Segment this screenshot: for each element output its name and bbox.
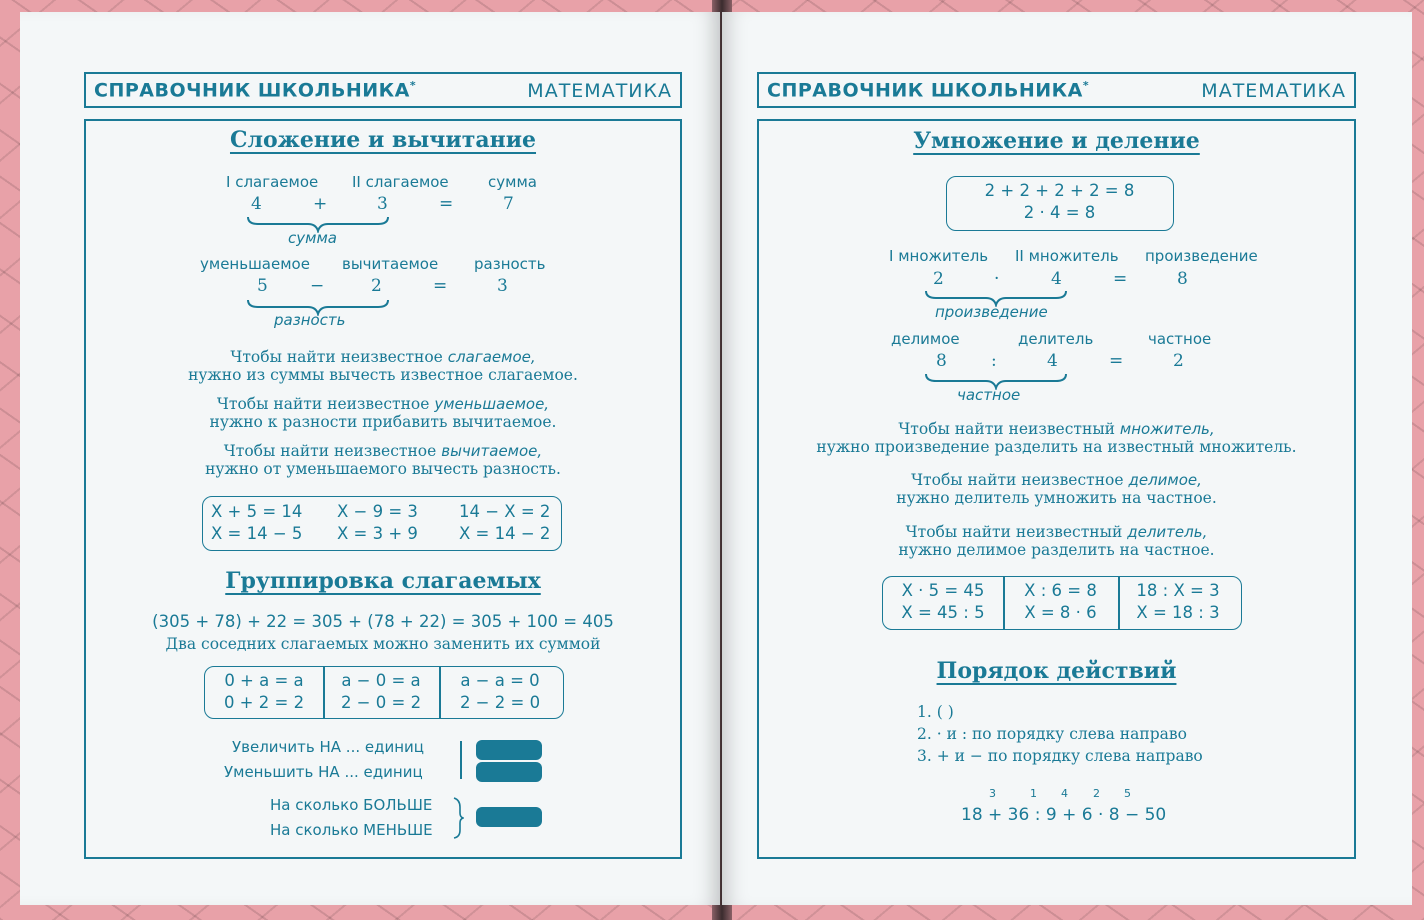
example-3: 14 − X = 2 X = 14 − 2 <box>459 502 551 543</box>
order-index-2: 1 <box>1030 787 1037 800</box>
order-steps <box>917 701 1203 767</box>
factor2-label: II множитель <box>1015 247 1119 265</box>
increase-answer-bar <box>476 740 542 760</box>
order-heading: Порядок действий <box>936 658 1177 684</box>
decrease-by-text: Уменьшить НА ... единиц <box>224 763 423 781</box>
right-header <box>757 72 1356 108</box>
how-much-less-text: На сколько МЕНЬШЕ <box>270 821 433 839</box>
quotient-brace-label: частное <box>957 386 1021 404</box>
mul-value-1: 2 <box>933 269 944 289</box>
mul-example-2: X : 6 = 8 X = 8 · 6 <box>1024 581 1097 622</box>
mul-result: 8 <box>1177 269 1188 289</box>
order-step-1: 1. ( ) <box>917 703 954 721</box>
divisor-label: делитель <box>1018 330 1094 348</box>
order-expression: 18 + 36 : 9 + 6 · 8 − 50 <box>961 805 1167 825</box>
order-index-1: 3 <box>989 787 996 800</box>
add-value-2: 3 <box>377 194 388 214</box>
quotient-label: частное <box>1148 330 1212 348</box>
mul-equals: = <box>1113 269 1128 289</box>
right-content-frame <box>757 119 1356 859</box>
sub-value-2: 2 <box>371 276 382 296</box>
mul-example-1: X · 5 = 45 X = 45 : 5 <box>901 581 985 622</box>
sub-equals: = <box>433 276 448 296</box>
subtrahend-label: вычитаемое <box>342 255 439 273</box>
add-equals: = <box>439 194 454 214</box>
example-2: X − 9 = 3 X = 3 + 9 <box>337 502 418 543</box>
increase-by-text: Увеличить НА ... единиц <box>232 738 424 756</box>
difference-answer-bar <box>476 807 542 827</box>
sum-label: сумма <box>488 173 537 191</box>
order-index-3: 4 <box>1061 787 1068 800</box>
example-1: X + 5 = 14 X = 14 − 5 <box>211 502 303 543</box>
div-value-1: 8 <box>936 351 947 371</box>
grouping-formula: (305 + 78) + 22 = 305 + (78 + 22) = 305 + 100 = 405 <box>152 612 614 631</box>
mul-div-heading: Умножение и деление <box>913 128 1200 154</box>
minuend-label: уменьшаемое <box>200 255 310 273</box>
grouping-cell-2: a − 0 = a 2 − 0 = 2 <box>340 671 422 712</box>
header-subject: МАТЕМАТИКА <box>527 80 672 102</box>
order-index-5: 5 <box>1124 787 1131 800</box>
sub-value-1: 5 <box>257 276 268 296</box>
rule-subtrahend: Чтобы найти неизвестное вычитаемое, нужно от уменьшаемого вычесть разность. <box>205 442 561 478</box>
multiplication-form: 2 · 4 = 8 <box>1023 203 1096 222</box>
difference-label: разность <box>474 255 546 273</box>
sum-brace-label: сумма <box>288 229 337 247</box>
sub-minus: − <box>310 276 325 296</box>
left-header <box>84 72 682 108</box>
left-content-frame <box>84 119 682 859</box>
div-equals: = <box>1109 351 1124 371</box>
order-index-4: 2 <box>1093 787 1100 800</box>
div-colon: : <box>991 351 997 371</box>
mul-sum-box <box>946 176 1174 231</box>
repeated-addition: 2 + 2 + 2 + 2 = 8 <box>984 181 1135 200</box>
compare-brace <box>452 797 464 839</box>
add-plus: + <box>313 194 328 214</box>
add-result: 7 <box>503 194 514 214</box>
add-sub-heading: Сложение и вычитание <box>229 127 537 153</box>
rule-minuend: Чтобы найти неизвестное уменьшаемое, нужно к разности прибавить вычитаемое. <box>209 395 557 431</box>
rule-factor: Чтобы найти неизвестный множитель, нужно произведение разделить на известный множитель. <box>816 420 1297 456</box>
product-label: произведение <box>1145 247 1258 265</box>
grouping-cell-1: 0 + a = a 0 + 2 = 2 <box>223 671 305 712</box>
add-value-1: 4 <box>251 194 262 214</box>
product-brace-label: произведение <box>935 303 1048 321</box>
addend2-label: II слагаемое <box>352 173 449 191</box>
header-title: СПРАВОЧНИК ШКОЛЬНИКА* <box>94 79 417 102</box>
mul-example-3: 18 : X = 3 X = 18 : 3 <box>1136 581 1220 622</box>
factor1-label: I множитель <box>889 247 989 265</box>
rule-divisor: Чтобы найти неизвестный делитель, нужно делимое разделить на частное. <box>898 523 1215 559</box>
rule-dividend: Чтобы найти неизвестное делимое, нужно делитель умножить на частное. <box>896 471 1217 507</box>
mul-div-examples <box>882 576 1242 630</box>
decrease-answer-bar <box>476 762 542 782</box>
order-step-2: 2. · и : по порядку слева направо <box>917 725 1187 743</box>
difference-brace-label: разность <box>274 311 346 329</box>
addend1-label: I слагаемое <box>226 173 319 191</box>
dividend-label: делимое <box>891 330 960 348</box>
order-step-3: 3. + и − по порядку слева направо <box>917 747 1203 765</box>
rule-addend: Чтобы найти неизвестное слагаемое, нужно из суммы вычесть известное слагаемое. <box>188 348 578 384</box>
grouping-heading: Группировка слагаемых <box>225 568 541 594</box>
div-value-2: 4 <box>1047 351 1058 371</box>
grouping-table <box>204 666 564 719</box>
add-sub-examples <box>202 496 562 551</box>
div-result: 2 <box>1173 351 1184 371</box>
header-subject: МАТЕМАТИКА <box>1201 80 1346 102</box>
mul-dot: · <box>994 269 1000 289</box>
sub-result: 3 <box>497 276 508 296</box>
grouping-cell-3: a − a = 0 2 − 2 = 0 <box>459 671 541 712</box>
grouping-note: Два соседних слагаемых можно заменить их суммой <box>165 635 601 653</box>
mul-value-2: 4 <box>1051 269 1062 289</box>
how-much-more-text: На сколько БОЛЬШЕ <box>270 796 433 814</box>
header-title: СПРАВОЧНИК ШКОЛЬНИКА* <box>767 79 1090 102</box>
